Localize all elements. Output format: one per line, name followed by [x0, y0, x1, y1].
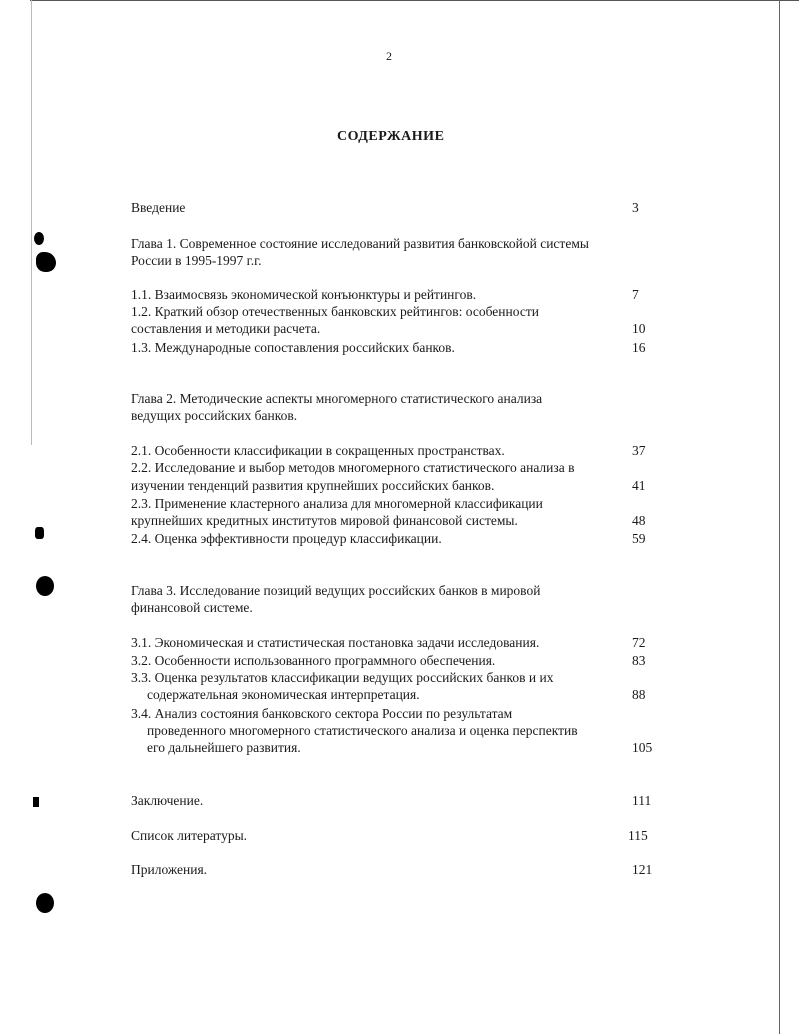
chapter-1-title: Глава 1. Современное состояние исследований развития банковскойой системы	[131, 236, 589, 251]
toc-item-2-3-page: 48	[632, 513, 646, 528]
toc-item-3-4-cont: проведенного многомерного статистического анализа и оценка перспектив	[147, 723, 578, 738]
toc-item-3-3: 3.3. Оценка результатов классификации ведущих российских банков и их	[131, 670, 554, 685]
toc-references-page: 115	[628, 828, 648, 843]
toc-item-3-1-page: 72	[632, 635, 646, 650]
toc-intro-page: 3	[632, 200, 639, 215]
toc-item-1-2-cont: составления и методики расчета.	[131, 321, 321, 336]
toc-conclusion-page: 111	[632, 793, 652, 808]
toc-item-2-2-cont: изучении тенденций развития крупнейших российских банков.	[131, 478, 495, 493]
scan-blot	[36, 252, 56, 272]
toc-item-3-2: 3.2. Особенности использованного программного обеспечения.	[131, 653, 496, 668]
toc-item-1-1: 1.1. Взаимосвязь экономической конъюнктуры и рейтингов.	[131, 287, 477, 302]
chapter-3-title: Глава 3. Исследование позиций ведущих российских банков в мировой	[131, 583, 541, 598]
toc-item-3-3-cont: содержательная экономическая интерпретация.	[147, 687, 420, 702]
toc-item-1-2: 1.2. Краткий обзор отечественных банковских рейтингов: особенности	[131, 304, 539, 319]
toc-item-3-3-page: 88	[632, 687, 646, 702]
toc-item-3-4-cont2: его дальнейшего развития.	[147, 740, 301, 755]
scan-blot	[34, 232, 44, 245]
toc-item-2-1-page: 37	[632, 443, 646, 458]
chapter-2-title-cont: ведущих российских банков.	[131, 408, 298, 423]
toc-item-1-1-page: 7	[632, 287, 639, 302]
page-number: 2	[386, 49, 392, 63]
page-title: СОДЕРЖАНИЕ	[337, 129, 445, 144]
scan-blot	[36, 576, 54, 596]
toc-item-2-2-page: 41	[632, 478, 646, 493]
toc-item-3-4: 3.4. Анализ состояния банковского сектора России по результатам	[131, 706, 513, 721]
toc-item-1-3-page: 16	[632, 340, 646, 355]
scan-blot	[35, 527, 44, 539]
chapter-1-title-cont: России в 1995-1997 г.г.	[131, 253, 262, 268]
toc-item-2-2: 2.2. Исследование и выбор методов многомерного статистического анализа в	[131, 460, 575, 475]
toc-item-2-4: 2.4. Оценка эффективности процедур классификации.	[131, 531, 442, 546]
scan-edge-top	[30, 0, 799, 1]
toc-item-2-3-cont: крупнейших кредитных институтов мировой финансовой системы.	[131, 513, 518, 528]
toc-item-2-4-page: 59	[632, 531, 646, 546]
scan-edge-left	[31, 0, 32, 445]
toc-item-3-1: 3.1. Экономическая и статистическая постановка задачи исследования.	[131, 635, 540, 650]
scan-edge-right	[779, 0, 780, 1034]
toc-item-2-1: 2.1. Особенности классификации в сокращенных пространствах.	[131, 443, 505, 458]
toc-appendices-page: 121	[632, 862, 653, 877]
chapter-2-title: Глава 2. Методические аспекты многомерного статистического анализа	[131, 391, 543, 406]
scan-blot	[33, 797, 39, 807]
toc-conclusion: Заключение.	[131, 793, 204, 808]
toc-intro-label: Введение	[131, 200, 186, 215]
toc-item-1-2-page: 10	[632, 321, 646, 336]
toc-item-3-4-page: 105	[632, 740, 653, 755]
chapter-3-title-cont: финансовой системе.	[131, 600, 253, 615]
toc-appendices: Приложения.	[131, 862, 208, 877]
toc-item-2-3: 2.3. Применение кластерного анализа для многомерной классификации	[131, 496, 543, 511]
toc-references: Список литературы.	[131, 828, 248, 843]
toc-item-3-2-page: 83	[632, 653, 646, 668]
toc-item-1-3: 1.3. Международные сопоставления российских банков.	[131, 340, 455, 355]
scan-blot	[36, 893, 54, 913]
